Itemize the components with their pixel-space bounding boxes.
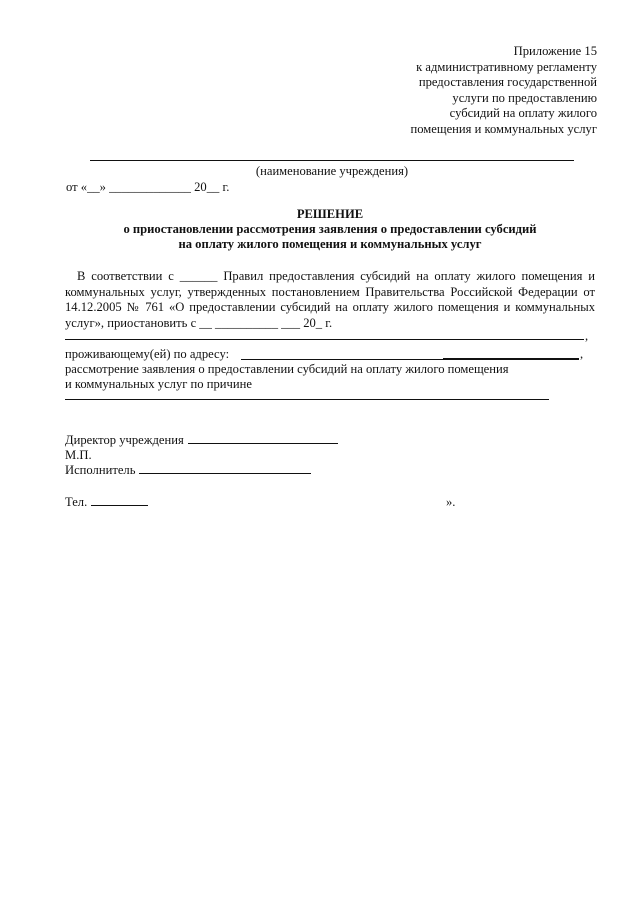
director-signature-field [188, 442, 338, 444]
consideration-text: и коммунальных услуг по причине [65, 377, 252, 391]
title-main: РЕШЕНИЕ [296, 207, 364, 221]
appendix-line: помещения и коммунальных услуг [410, 121, 597, 136]
title-line: на оплату жилого помещения и коммунальных услуг [178, 237, 482, 251]
institution-name-field [90, 160, 574, 161]
phone-label: Тел. [65, 495, 88, 509]
appendix-line: к административному регламенту [416, 59, 597, 74]
title-line: о приостановлении рассмотрения заявления о предоставлении субсидий [123, 222, 537, 236]
appendix-line: субсидий на оплату жилого [449, 106, 597, 121]
appendix-header [411, 44, 597, 138]
reason-field [65, 399, 549, 400]
comma: , [585, 329, 589, 343]
institution-caption: (наименование учреждения) [255, 164, 409, 178]
executor-signature-field [139, 472, 311, 474]
phone-line [65, 495, 148, 510]
document-title [60, 207, 600, 252]
stamp-label: М.П. [65, 448, 92, 462]
appendix-line: услуги по предоставлению [452, 90, 597, 105]
date-field: от «__» _____________ 20__ г. [66, 180, 230, 194]
body-paragraph [65, 269, 595, 331]
address-label: проживающему(ей) по адресу: [65, 347, 230, 361]
phone-field [91, 504, 148, 506]
executor-signature [65, 463, 311, 478]
paragraph-text: В соответствии с ______ Правил предоставления субсидий на оплату жилого помещения и коммунальных услуг, утвержденных постановлением Правительства Российской Федерации от 14.12.2005 № 761 «О предоставлении субсидий на оплату жилого помещения и коммунальных услуг», приостановить с __ __________ ___ 20_ г. [65, 269, 595, 330]
comma: , [580, 347, 584, 361]
consideration-text: рассмотрение заявления о предоставлении субсидий на оплату жилого помещения [65, 362, 509, 376]
recipient-name-field [65, 339, 584, 340]
director-signature [65, 433, 338, 448]
appendix-line: Приложение 15 [513, 44, 597, 58]
appendix-line: предоставления государственной [418, 75, 597, 90]
executor-label: Исполнитель [65, 463, 136, 477]
closing-quote: ». [446, 495, 456, 509]
director-label: Директор учреждения [65, 433, 184, 447]
address-field [241, 359, 443, 360]
address-field-continued [443, 358, 579, 360]
